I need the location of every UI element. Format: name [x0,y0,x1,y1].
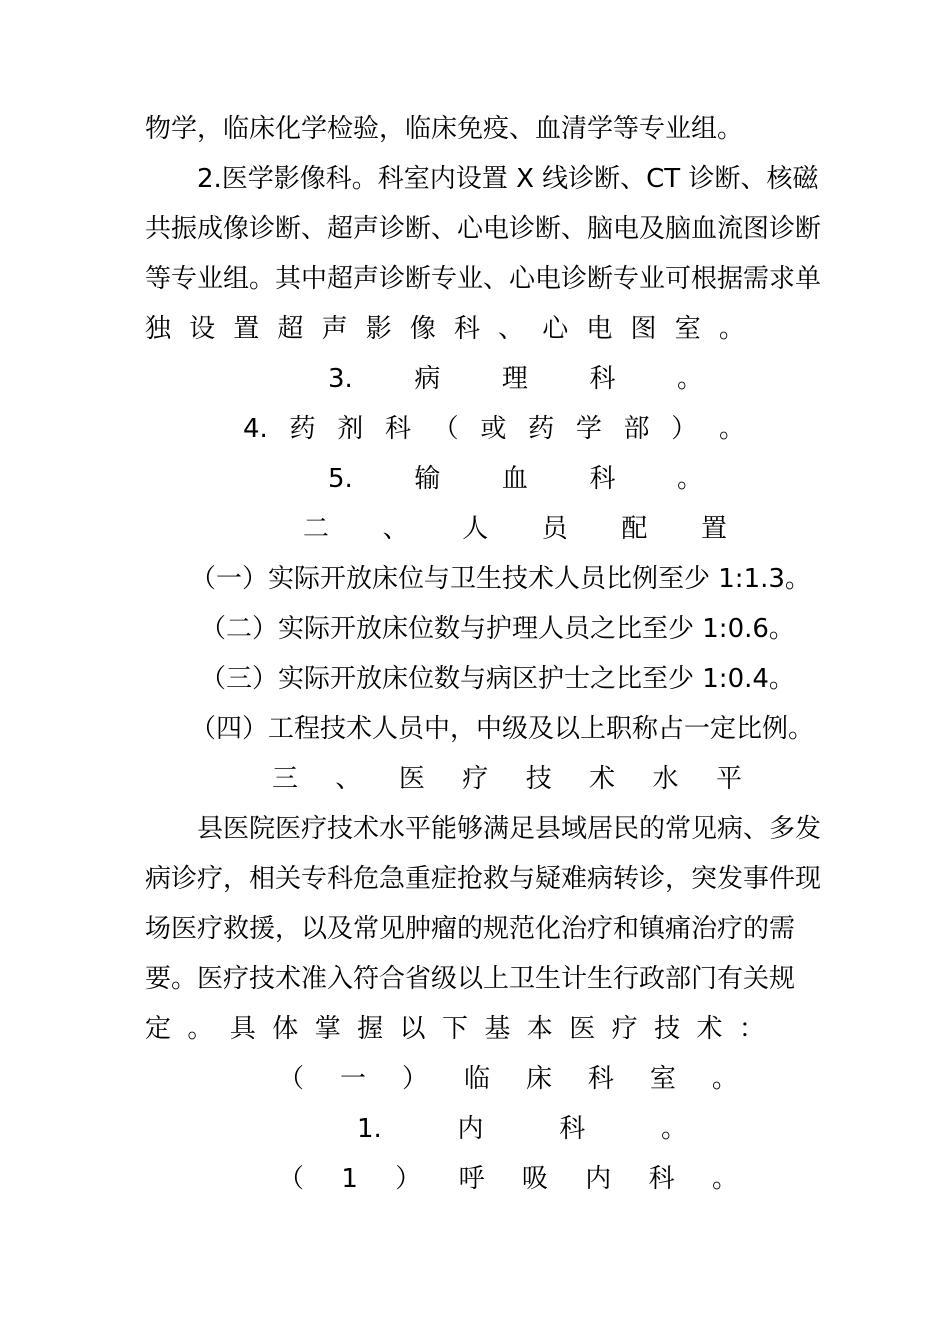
char: 影 [365,314,392,344]
char: 术 [696,1014,723,1044]
paragraph-line-justified [145,304,745,354]
char: 图 [630,314,657,344]
heading-pharmacy [243,404,745,454]
char: 科 [384,414,411,444]
char: ： [738,1014,765,1044]
char: 三 [272,764,299,794]
paragraph-line: 物学，临床化学检验，临床免疫、血清学等专业组。 [145,114,744,144]
char: 。 [676,364,703,394]
char: 药 [528,414,555,444]
char: 吸 [521,1164,548,1194]
heading-pathology [328,354,703,404]
char: 科 [587,1064,614,1094]
paragraph-line-justified [145,1004,765,1054]
char: 握 [357,1014,384,1044]
char: 电 [586,314,613,344]
char: 人 [462,514,489,544]
heading-transfusion [328,454,703,504]
char: 药 [289,414,316,444]
char: 、 [498,314,525,344]
char: 科 [648,1164,675,1194]
char: 内 [585,1164,612,1194]
char: 剂 [337,414,364,444]
paragraph-line: 等专业组。其中超声诊断专业、心电诊断专业可根据需求单 [145,264,822,294]
paragraph-line: 县医院医疗技术水平能够满足县域居民的常见病、多发 [197,814,822,844]
char: （ [278,1064,305,1094]
char: 1. [357,1114,382,1144]
char: 。 [660,1114,687,1144]
char: 。 [187,1014,214,1044]
char: （ [278,1164,305,1194]
char: 1 [341,1164,358,1194]
char: 术 [589,764,616,794]
char: 超 [277,314,304,344]
char: 床 [525,1064,552,1094]
char: 定 [145,1014,172,1044]
char: 。 [711,1064,738,1094]
char: 。 [711,1164,738,1194]
heading-clinical-departments [278,1054,738,1104]
char: 。 [676,464,703,494]
char: 配 [621,514,648,544]
char: 二 [303,514,330,544]
char: 、 [335,764,362,794]
char: 技 [525,764,552,794]
char: 或 [480,414,507,444]
char: 像 [409,314,436,344]
char: 呼 [458,1164,485,1194]
char: 室 [674,314,701,344]
char: 置 [700,514,727,544]
char: 3. [328,364,353,394]
char: （ [432,414,459,444]
char: 4. [243,414,268,444]
char: 科 [453,314,480,344]
char: 部 [623,414,650,444]
char: 。 [718,314,745,344]
char: 心 [542,314,569,344]
char: 科 [559,1114,586,1144]
paragraph-line: 2.医学影像科。科室内设置 X 线诊断、CT 诊断、核磁 [197,164,819,194]
char: 医 [398,764,425,794]
char: 体 [272,1014,299,1044]
char: 具 [229,1014,256,1044]
char: ） [401,1064,428,1094]
char: 内 [457,1114,484,1144]
char: 本 [526,1014,553,1044]
staff-ratio-3: （三）实际开放床位数与病区护士之比至少 1:0.4。 [200,664,795,694]
char: 室 [649,1064,676,1094]
char: ） [395,1164,422,1194]
char: ） [671,414,698,444]
char: 设 [189,314,216,344]
char: 病 [414,364,441,394]
char: 基 [484,1014,511,1044]
char: 以 [399,1014,426,1044]
char: 技 [654,1014,681,1044]
char: 理 [501,364,528,394]
char: 输 [414,464,441,494]
staff-ratio-1: （一）实际开放床位与卫生技术人员比例至少 1:1.3。 [190,564,811,594]
char: 置 [233,314,260,344]
paragraph-line: 共振成像诊断、超声诊断、心电诊断、脑电及脑血流图诊断 [145,214,822,244]
paragraph-line: 要。医疗技术准入符合省级以上卫生计生行政部门有关规 [145,964,796,994]
section-heading-tech [272,754,742,804]
heading-respiratory [278,1154,738,1204]
char: 5. [328,464,353,494]
char: 科 [589,364,616,394]
char: 临 [463,1064,490,1094]
section-heading-staff [303,504,727,554]
staff-ratio-2: （二）实际开放床位数与护理人员之比至少 1:0.6。 [200,614,795,644]
char: 医 [569,1014,596,1044]
char: 下 [441,1014,468,1044]
paragraph-line: 场医疗救援，以及常见肿瘤的规范化治疗和镇痛治疗的需 [145,914,796,944]
char: 一 [339,1064,366,1094]
staff-ratio-4: （四）工程技术人员中，中级及以上职称占一定比例。 [190,714,815,744]
char: 独 [145,314,172,344]
paragraph-line: 病诊疗，相关专科危急重症抢救与疑难病转诊，突发事件现 [145,864,822,894]
char: 声 [321,314,348,344]
char: 平 [715,764,742,794]
char: 。 [718,414,745,444]
heading-internal-medicine [357,1104,687,1154]
char: 掌 [314,1014,341,1044]
char: 疗 [462,764,489,794]
char: 血 [501,464,528,494]
char: 学 [575,414,602,444]
char: 、 [382,514,409,544]
char: 员 [541,514,568,544]
char: 疗 [611,1014,638,1044]
char: 水 [652,764,679,794]
char: 科 [589,464,616,494]
